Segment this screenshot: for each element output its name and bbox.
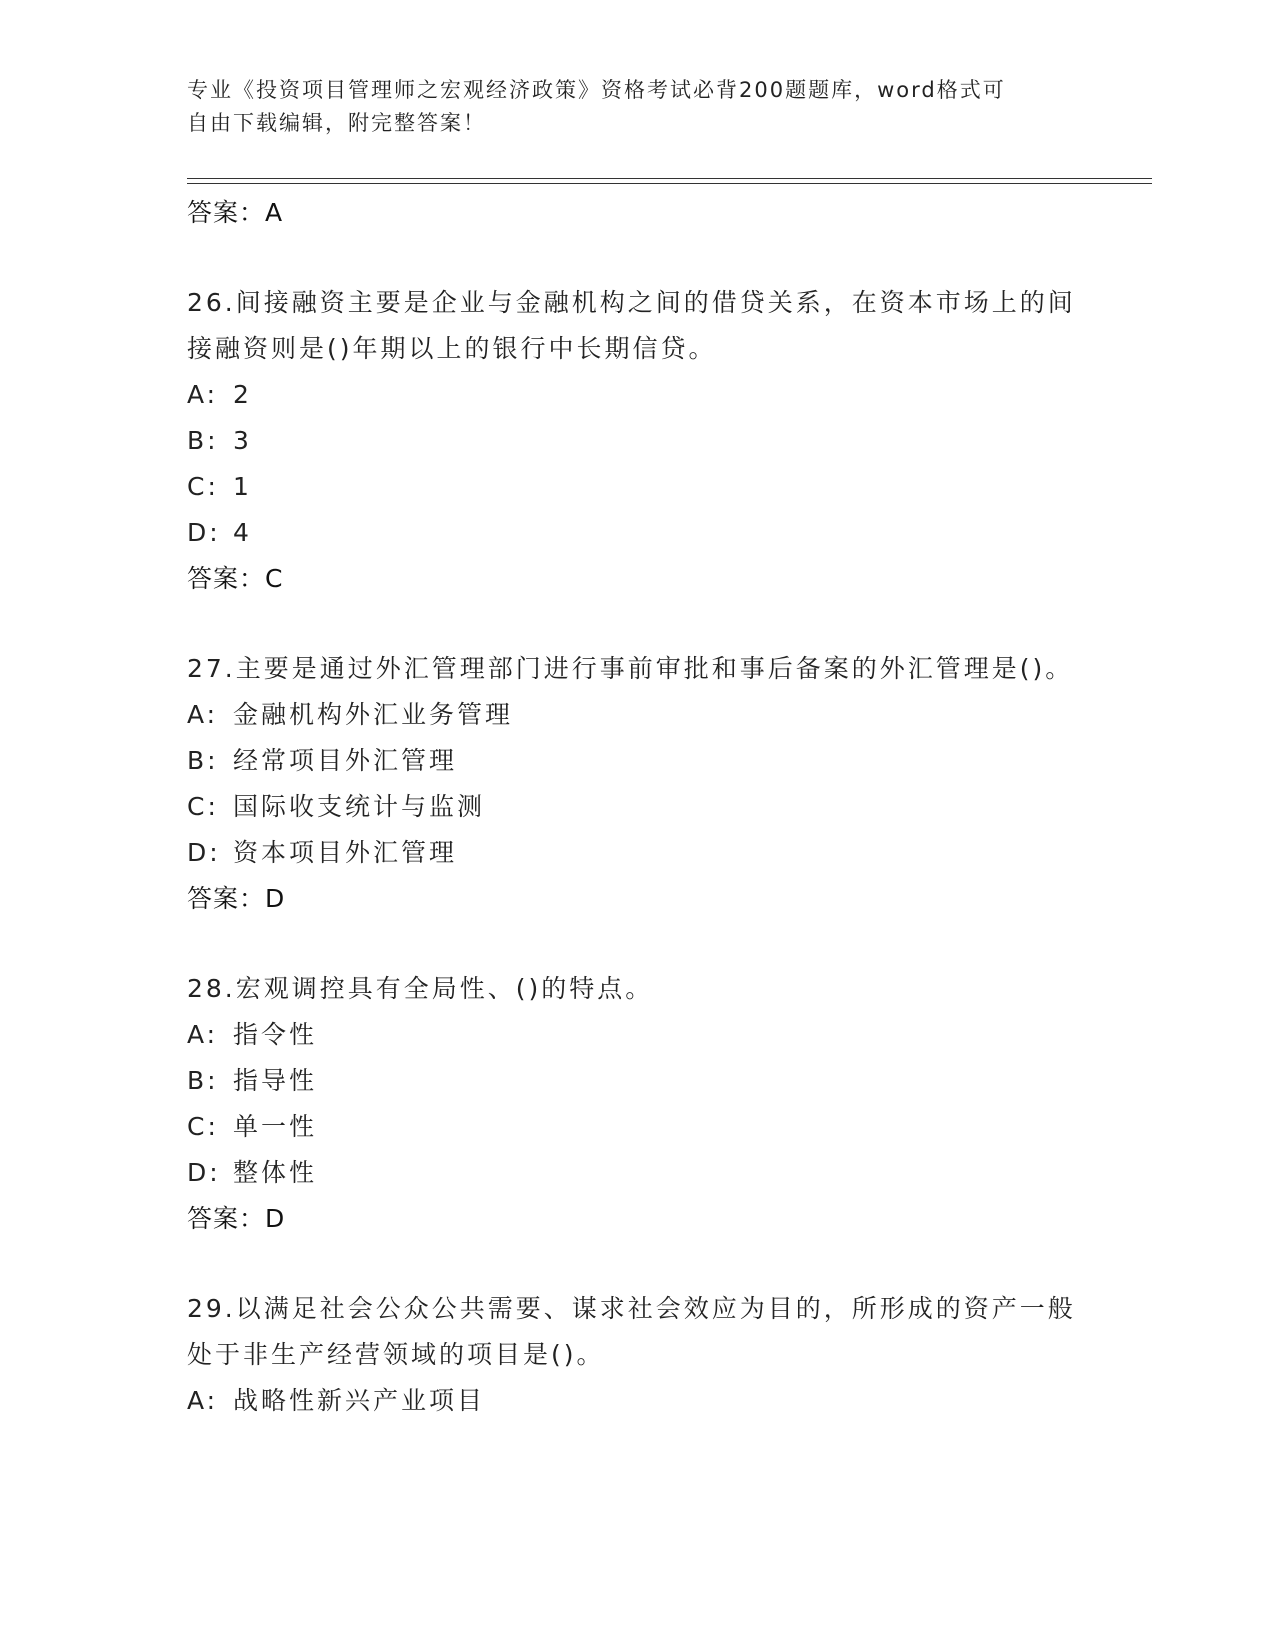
option-c (187, 1104, 1087, 1150)
option-label: A: (187, 1386, 219, 1415)
option-text: 整体性 (233, 1158, 318, 1187)
option-d (187, 510, 1087, 556)
option-c (187, 784, 1087, 830)
header-line-2: 自由下载编辑，附完整答案！ (187, 111, 486, 135)
header-line-1: 专业《投资项目管理师之宏观经济政策》资格考试必背200题题库，word格式可 (187, 78, 1006, 102)
answer-line (187, 556, 1087, 602)
option-label: A: (187, 1020, 219, 1049)
option-label: C: (187, 472, 219, 501)
answer-prefix: 答案： (187, 1204, 266, 1233)
option-label: D: (187, 518, 221, 547)
option-text: 2 (233, 380, 252, 409)
option-text: 战略性新兴产业项目 (233, 1386, 486, 1415)
option-text: 金融机构外汇业务管理 (233, 700, 514, 729)
question-text: 28.宏观调控具有全局性、()的特点。 (187, 974, 654, 1003)
option-label: B: (187, 426, 219, 455)
answer-prefix: 答案： (187, 564, 266, 593)
option-label: C: (187, 792, 219, 821)
option-text: 单一性 (233, 1112, 318, 1141)
answer-line (187, 190, 1087, 236)
option-b (187, 738, 1087, 784)
question-text: 26.间接融资主要是企业与金融机构之间的借贷关系，在资本市场上的间接融资则是()年期以上的银行中长期信贷。 (187, 288, 1076, 363)
option-text: 资本项目外汇管理 (233, 838, 458, 867)
option-label: A: (187, 380, 219, 409)
answer-value: C (265, 564, 284, 593)
header-rule-bottom (187, 183, 1152, 184)
option-label: D: (187, 1158, 221, 1187)
option-a (187, 1012, 1087, 1058)
option-d (187, 830, 1087, 876)
option-b (187, 1058, 1087, 1104)
answer-value: A (265, 198, 284, 227)
option-a (187, 692, 1087, 738)
answer-value: D (265, 1204, 286, 1233)
option-text: 国际收支统计与监测 (233, 792, 486, 821)
question-list (187, 190, 1087, 1424)
option-text: 指令性 (233, 1020, 318, 1049)
answer-prefix: 答案： (187, 198, 266, 227)
option-label: D: (187, 838, 221, 867)
question-text: 29.以满足社会公众公共需要、谋求社会效应为目的，所形成的资产一般处于非生产经营领域的项目是()。 (187, 1294, 1076, 1369)
option-label: B: (187, 746, 219, 775)
option-d (187, 1150, 1087, 1196)
option-text: 3 (233, 426, 252, 455)
option-text: 4 (233, 518, 252, 547)
answer-prefix: 答案： (187, 884, 266, 913)
option-c (187, 464, 1087, 510)
option-text: 1 (233, 472, 252, 501)
option-text: 经常项目外汇管理 (233, 746, 458, 775)
header-rule-top (187, 178, 1152, 179)
option-label: A: (187, 700, 219, 729)
question-text: 27.主要是通过外汇管理部门进行事前审批和事后备案的外汇管理是()。 (187, 654, 1074, 683)
option-a (187, 372, 1087, 418)
option-label: C: (187, 1112, 219, 1141)
answer-line (187, 876, 1087, 922)
option-a (187, 1378, 1087, 1424)
option-text: 指导性 (233, 1066, 318, 1095)
option-label: B: (187, 1066, 219, 1095)
option-b (187, 418, 1087, 464)
answer-value: D (265, 884, 286, 913)
answer-line (187, 1196, 1087, 1242)
document-header (187, 74, 1087, 140)
